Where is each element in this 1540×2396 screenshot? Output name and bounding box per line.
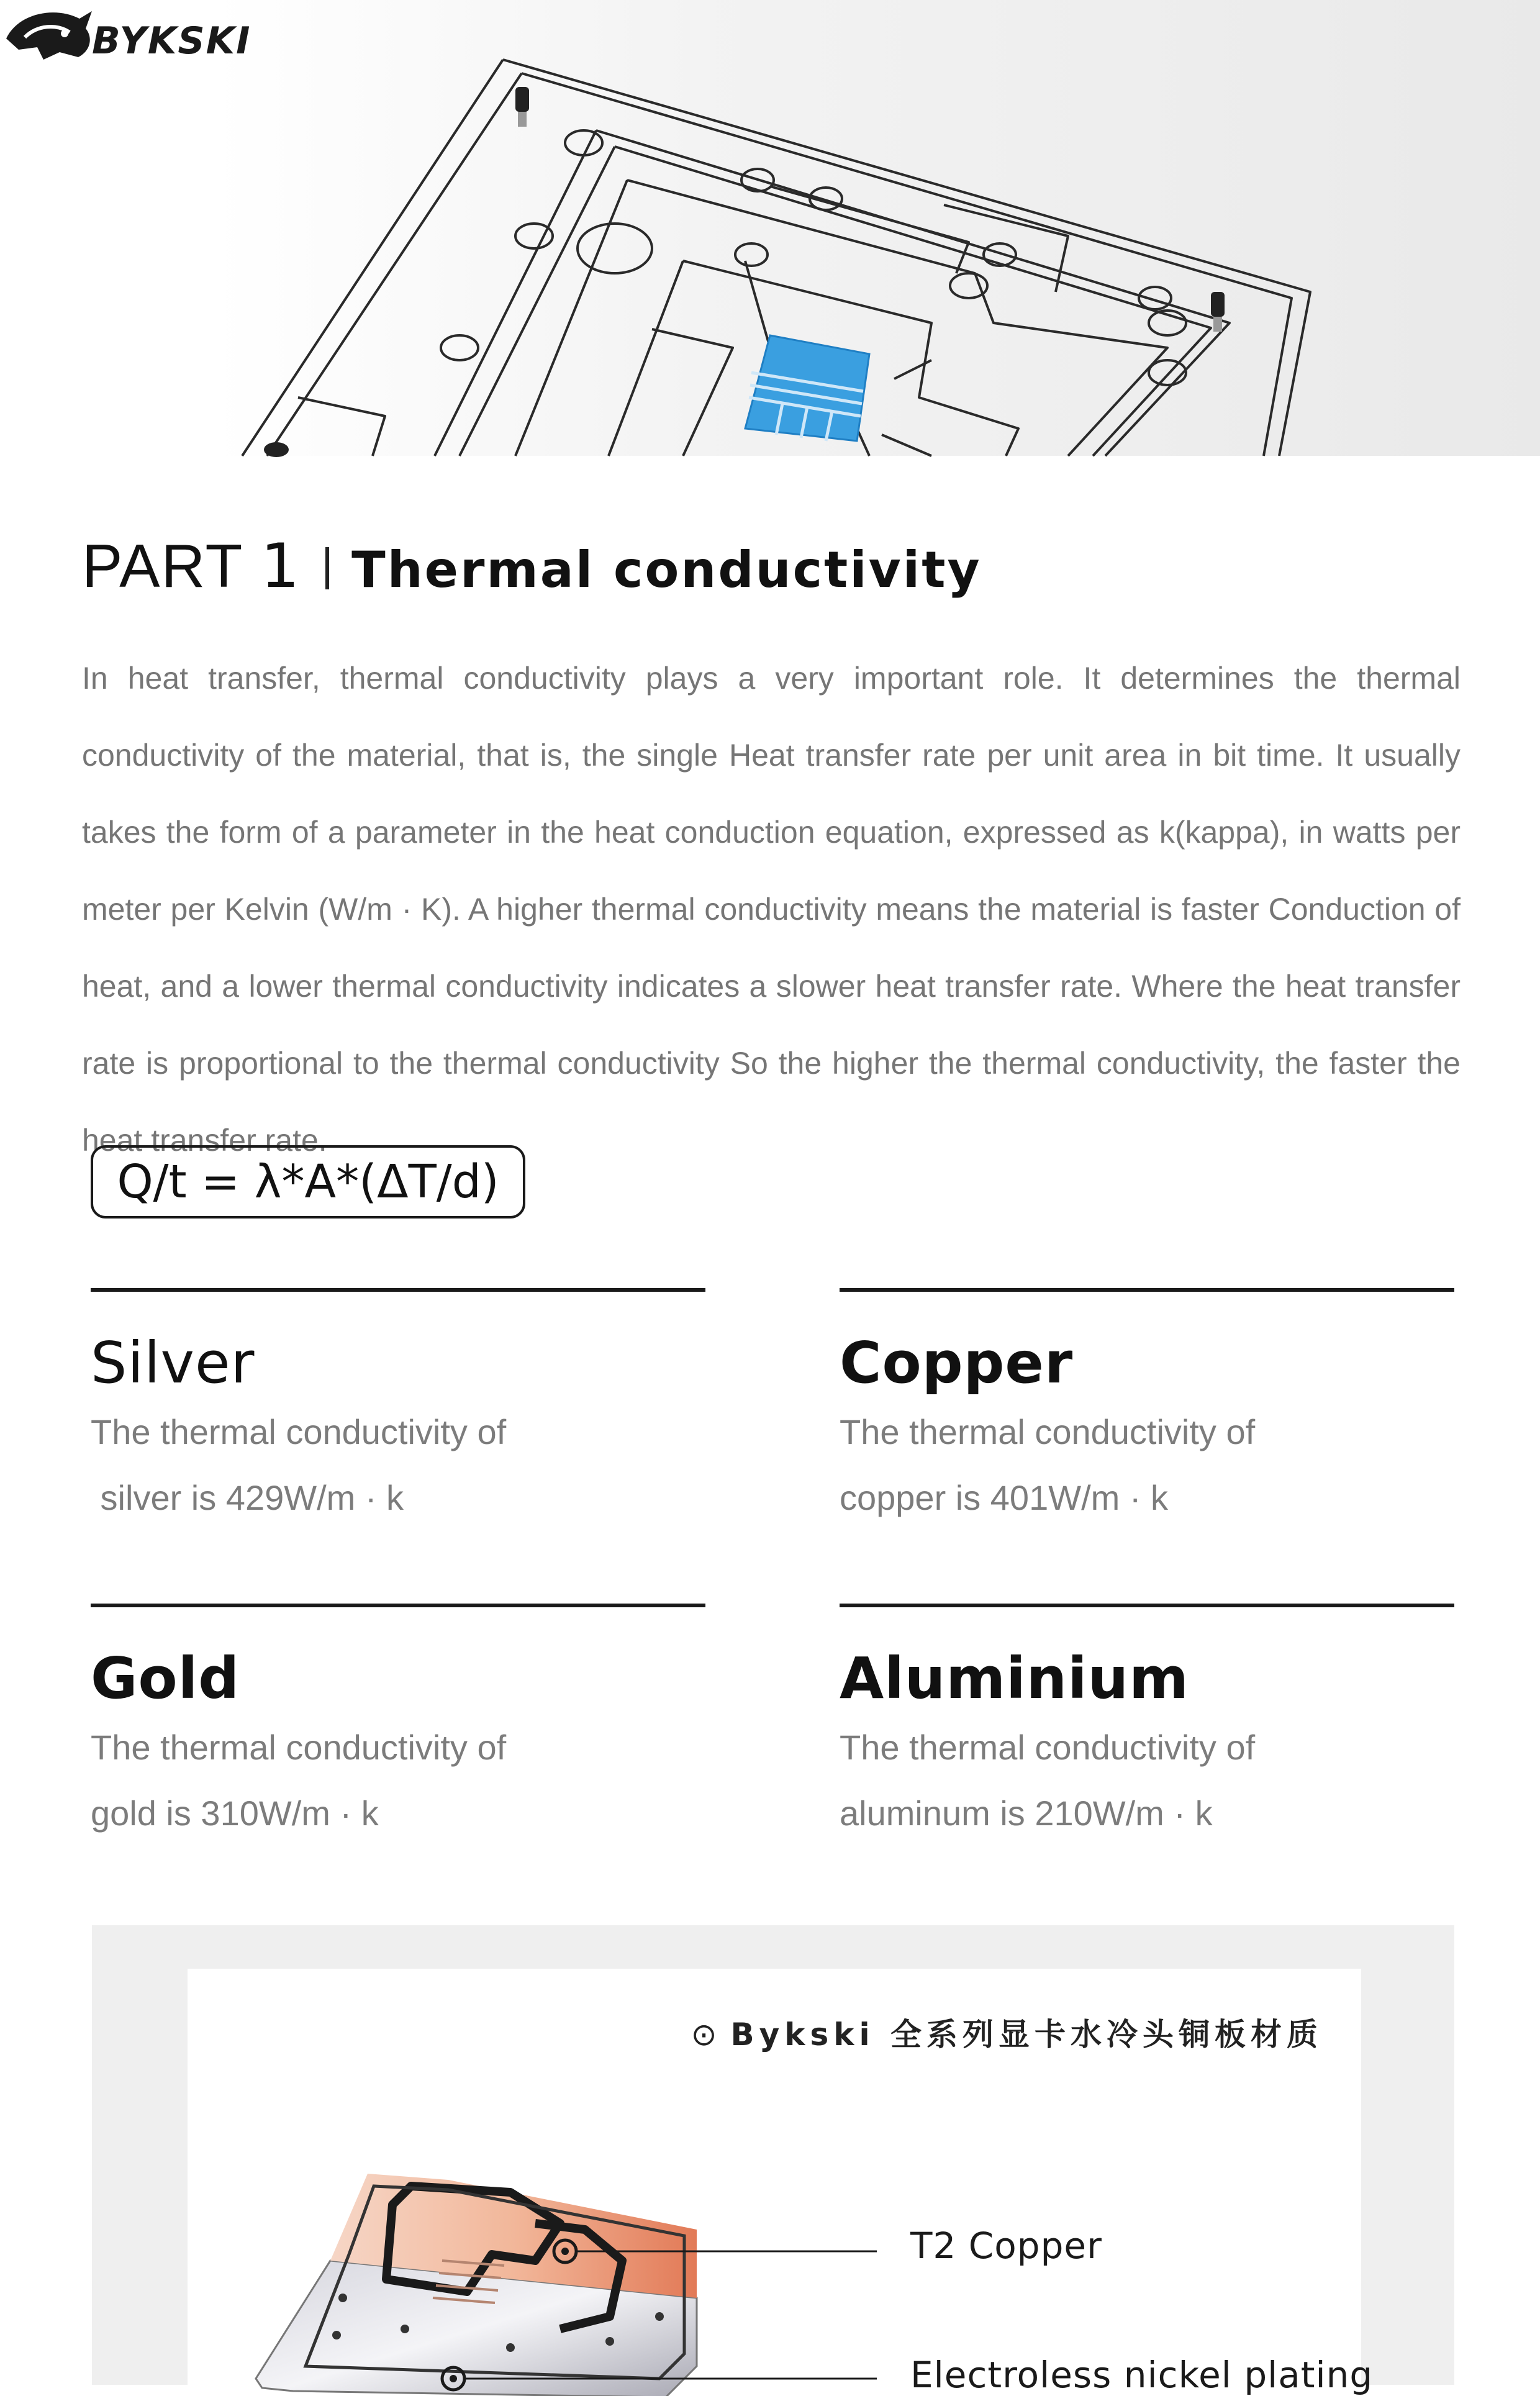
material-card-gold	[91, 1604, 705, 1845]
material-desc-line1: The thermal conductivity of	[91, 1412, 507, 1451]
material-desc-line2: copper is 401W/m · k	[840, 1478, 1169, 1517]
divider	[91, 1604, 705, 1607]
part-label: PART	[82, 532, 243, 600]
hero-illustration	[0, 0, 1540, 456]
material-card-aluminium	[840, 1604, 1454, 1845]
material-desc-line1: The thermal conductivity of	[840, 1412, 1256, 1451]
title-separator	[325, 547, 329, 589]
page-title	[82, 532, 1510, 600]
material-name: Copper	[840, 1330, 1074, 1396]
bykski-logo	[0, 0, 251, 68]
divider	[840, 1288, 1454, 1292]
part-number: 1	[260, 531, 301, 602]
material-name: Gold	[91, 1645, 240, 1712]
svg-text:BYKSKI: BYKSKI	[92, 19, 251, 63]
divider	[840, 1604, 1454, 1607]
cold-plate-illustration	[188, 1969, 1361, 2385]
water-block-drawing	[0, 0, 1540, 456]
material-desc-line1: The thermal conductivity of	[840, 1728, 1256, 1767]
bullet-icon: ⊙	[691, 2017, 722, 2053]
material-desc-line2: aluminum is 210W/m · k	[840, 1794, 1213, 1833]
divider	[91, 1288, 705, 1292]
material-desc-line2: gold is 310W/m · k	[91, 1794, 379, 1833]
formula-box: Q/t = λ*A*(ΔT/d)	[91, 1145, 525, 1218]
intro-paragraph: In heat transfer, thermal conductivity plays a very important role. It determines the thermal conductivity of the material, that is, the single Heat transfer rate per unit area in bit time. It usually takes the form of a parameter in the heat conduction equation, expressed as k(kappa), in watts per meter per Kelvin (W/m · K). A higher thermal conductivity means the material is faster Conduction of heat, and a lower thermal conductivity indicates a slower heat transfer rate. Where the heat transfer rate is proportional to the thermal conductivity So the higher the thermal conductivity, the faster the heat transfer rate.	[82, 661, 1461, 1158]
plate-material-card	[188, 1969, 1374, 2396]
label-t2-copper: T2 Copper	[910, 2225, 1102, 2267]
material-desc-line1: The thermal conductivity of	[91, 1728, 507, 1767]
panel-heading-text: Bykski 全系列显卡水冷头铜板材质	[730, 2017, 1323, 2053]
material-desc-line2: silver is 429W/m · k	[91, 1478, 404, 1517]
label-nickel-plating: Electroless nickel plating	[910, 2354, 1374, 2396]
material-name: Aluminium	[840, 1645, 1190, 1712]
material-card-copper	[840, 1288, 1454, 1529]
material-card-silver	[91, 1288, 705, 1529]
material-name: Silver	[91, 1330, 255, 1396]
plate-material-panel	[92, 1925, 1454, 2396]
section-title: Thermal conductivity	[351, 541, 982, 599]
